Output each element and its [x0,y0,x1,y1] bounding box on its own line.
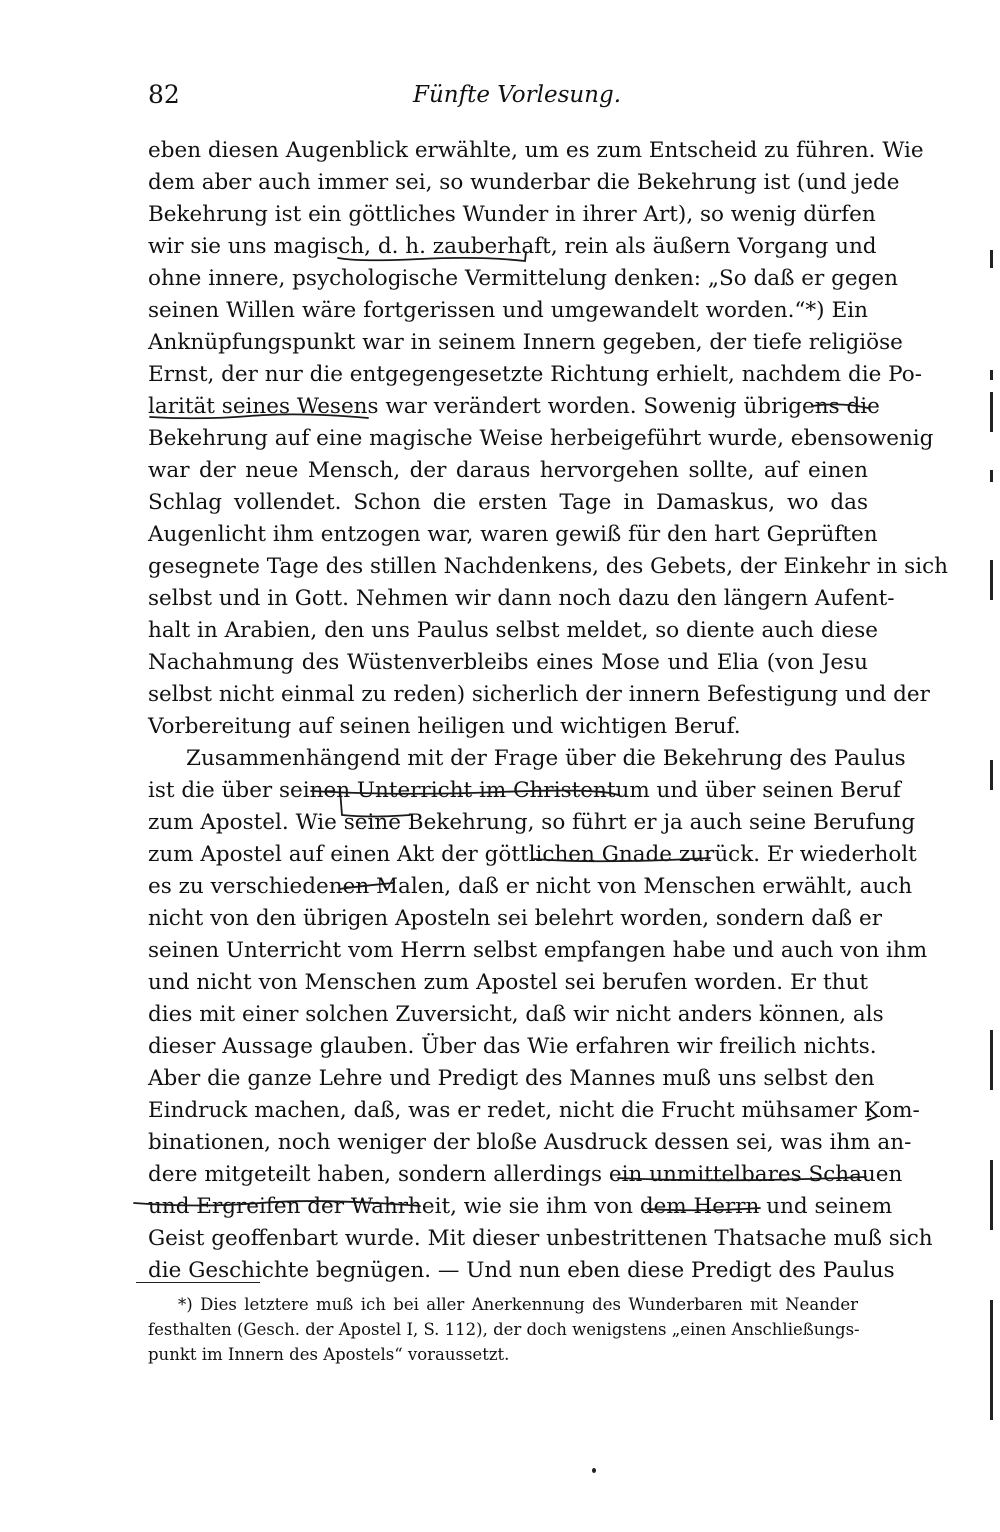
body-line: Augenlicht ihm entzogen war, waren gewiß für den hart Geprüften [148,522,878,547]
body-line: binationen, noch weniger der bloße Ausdruck dessen sei, was ihm an- [148,1130,912,1155]
body-line: dem aber auch immer sei, so wunderbar die Bekehrung ist (und jede [148,170,900,195]
body-line: seinen Willen wäre fortgerissen und umgewandelt worden.“*) Ein [148,298,868,323]
body-line: seinen Unterricht vom Herrn selbst empfangen habe und auch von ihm [148,938,928,963]
body-line: dieser Aussage glauben. Über das Wie erfahren wir freilich nichts. [148,1034,877,1059]
body-line: dere mitgeteilt haben, sondern allerdings ein unmittelbares Schauen [148,1162,903,1187]
body-line: nicht von den übrigen Aposteln sei belehrt worden, sondern daß er [148,906,882,931]
body-line: larität seines Wesens war verändert worden. Sowenig übrigens die [148,394,880,419]
body-line: eben diesen Augenblick erwählte, um es zum Entscheid zu führen. Wie [148,138,924,163]
body-line: halt in Arabien, den uns Paulus selbst meldet, so diente auch diese [148,618,878,643]
body-line: Nachahmung des Wüstenverbleibs eines Mose und Elia (von Jesu [148,650,868,675]
footnote-line: *) Dies letztere muß ich bei aller Anerkennung des Wunderbaren mit Neander [178,1295,858,1314]
body-line: selbst und in Gott. Nehmen wir dann noch dazu den längern Aufent- [148,586,895,611]
body-line: und nicht von Menschen zum Apostel sei berufen worden. Er thut [148,970,868,995]
body-line: Aber die ganze Lehre und Predigt des Mannes muß uns selbst den [148,1066,875,1091]
body-line: zum Apostel auf einen Akt der göttlichen Gnade zurück. Er wiederholt [148,842,917,867]
body-line: war der neue Mensch, der daraus hervorgehen sollte, auf einen [148,458,868,483]
footnote-line: punkt im Innern des Apostels“ voraussetzt. [148,1345,510,1364]
body-line: und Ergreifen der Wahrheit, wie sie ihm von dem Herrn und seinem [148,1194,893,1219]
body-line: es zu verschiedenen Malen, daß er nicht von Menschen erwählt, auch [148,874,913,899]
body-line: Anknüpfungspunkt war in seinem Innern gegeben, der tiefe religiöse [148,330,903,355]
page-number: 82 [148,80,180,109]
footnote-rule [136,1282,260,1283]
ink-speck [592,1468,596,1473]
running-title: Fünfte Vorlesung. [413,82,622,108]
body-line: Bekehrung ist ein göttliches Wunder in ihrer Art), so wenig dürfen [148,202,876,227]
body-line: ohne innere, psychologische Vermittelung denken: „So daß er gegen [148,266,898,291]
body-line: selbst nicht einmal zu reden) sicherlich der innern Befestigung und der [148,682,930,707]
body-line: wir sie uns magisch, d. h. zauberhaft, rein als äußern Vorgang und [148,234,877,259]
body-line-paragraph-start: Zusammenhängend mit der Frage über die Bekehrung des Paulus [186,746,906,771]
page-edge-artifacts [984,0,1000,1532]
body-line: Geist geoffenbart wurde. Mit dieser unbestrittenen Thatsache muß sich [148,1226,933,1251]
body-line: dies mit einer solchen Zuversicht, daß wir nicht anders können, als [148,1002,884,1027]
body-line: Ernst, der nur die entgegengesetzte Richtung erhielt, nachdem die Po- [148,362,922,387]
body-line: Eindruck machen, daß, was er redet, nicht die Frucht mühsamer Kom- [148,1098,920,1123]
body-line: gesegnete Tage des stillen Nachdenkens, des Gebets, der Einkehr in sich [148,554,948,579]
body-line: Schlag vollendet. Schon die ersten Tage in Damaskus, wo das [148,490,868,515]
footnote-line: festhalten (Gesch. der Apostel I, S. 112), der doch wenigstens „einen Anschließungs- [148,1320,860,1339]
body-line-paragraph-end: Vorbereitung auf seinen heiligen und wichtigen Beruf. [148,714,741,739]
body-line: zum Apostel. Wie seine Bekehrung, so führt er ja auch seine Berufung [148,810,916,835]
body-line: ist die über seinen Unterricht im Christentum und über seinen Beruf [148,778,901,803]
running-head [148,76,858,112]
body-line: Bekehrung auf eine magische Weise herbeigeführt wurde, ebensowenig [148,426,934,451]
body-line: die Geschichte begnügen. — Und nun eben diese Predigt des Paulus [148,1258,895,1283]
